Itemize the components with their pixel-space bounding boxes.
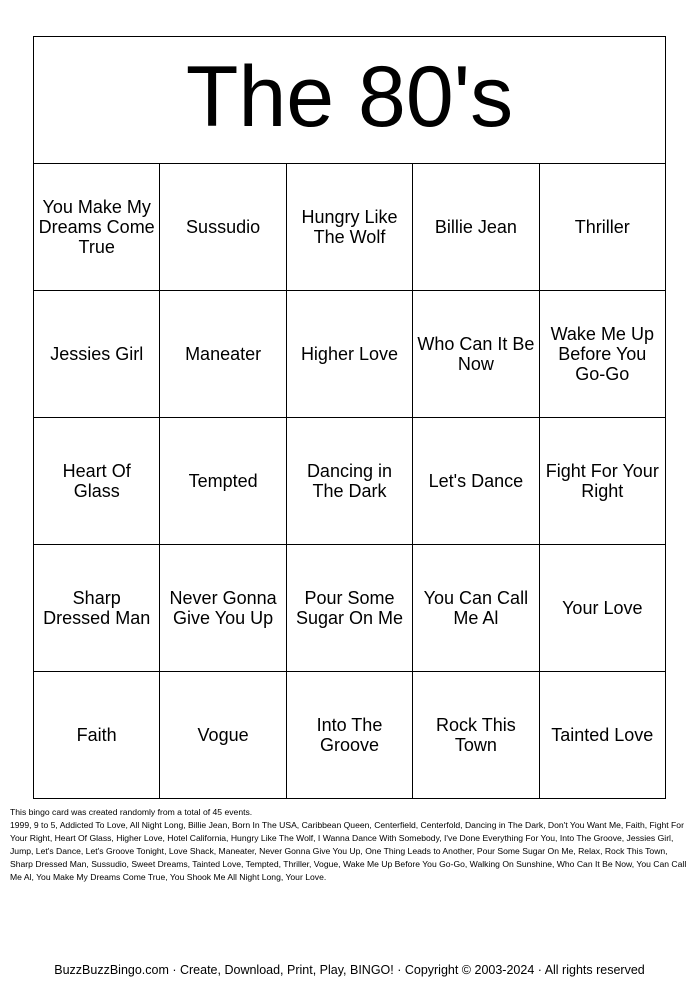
bingo-row [34,672,666,799]
bingo-cell: Tainted Love [539,672,665,799]
bingo-cell: Faith [34,672,160,799]
bingo-row [34,291,666,418]
bingo-cell: Hungry Like The Wolf [286,164,412,291]
bingo-card [33,36,666,799]
bingo-row [34,545,666,672]
bingo-cell: Heart Of Glass [34,418,160,545]
bingo-cell: Higher Love [286,291,412,418]
bingo-cell: Vogue [160,672,286,799]
bingo-cell: Pour Some Sugar On Me [286,545,412,672]
bingo-row [34,418,666,545]
bingo-cell: Fight For Your Right [539,418,665,545]
bingo-cell: Into The Groove [286,672,412,799]
bingo-row [34,164,666,291]
card-notes [10,806,690,884]
notes-intro: This bingo card was created randomly from a total of 45 events. [10,807,253,817]
bingo-cell: Let's Dance [413,418,539,545]
bingo-cell: Wake Me Up Before You Go-Go [539,291,665,418]
card-title: The 80's [34,37,666,164]
bingo-cell: You Make My Dreams Come True [34,164,160,291]
page-footer: BuzzBuzzBingo.com · Create, Download, Print, Play, BINGO! · Copyright © 2003-2024 · All rights reserved [54,963,645,977]
bingo-cell: Dancing in The Dark [286,418,412,545]
bingo-cell: Sussudio [160,164,286,291]
bingo-cell: Never Gonna Give You Up [160,545,286,672]
bingo-cell: Sharp Dressed Man [34,545,160,672]
bingo-cell: Jessies Girl [34,291,160,418]
bingo-cell: Your Love [539,545,665,672]
bingo-cell: Rock This Town [413,672,539,799]
bingo-cell: You Can Call Me Al [413,545,539,672]
bingo-cell: Who Can It Be Now [413,291,539,418]
bingo-cell: Thriller [539,164,665,291]
bingo-cell: Tempted [160,418,286,545]
notes-event-list: 1999, 9 to 5, Addicted To Love, All Night Long, Billie Jean, Born In The USA, Caribbean Queen, Centerfield, Centerfold, Dancing in The Dark, Don't You Want Me, Faith, Fight For Your Right, Heart Of Glass, Higher Love, Hotel California, Hungry Like The Wolf, I Wanna Dance With Somebody, I've Done Everything For You, Into The Groove, Jessies Girl, Jump, Let's Dance, Let's Groove Tonight, Love Shack, Maneater, Never Gonna Give You Up, One Thing Leads to Another, Pour Some Sugar On Me, Relax, Rock This Town, Sharp Dressed Man, Sussudio, Sweet Dreams, Tainted Love, Tempted, Thriller, Vogue, Wake Me Up Before You Go-Go, Walking On Sunshine, Who Can It Be Now, You Can Call Me Al, You Make My Dreams Come True, You Shook Me All Night Long, Your Love. [10,820,687,882]
bingo-cell: Billie Jean [413,164,539,291]
bingo-cell: Maneater [160,291,286,418]
